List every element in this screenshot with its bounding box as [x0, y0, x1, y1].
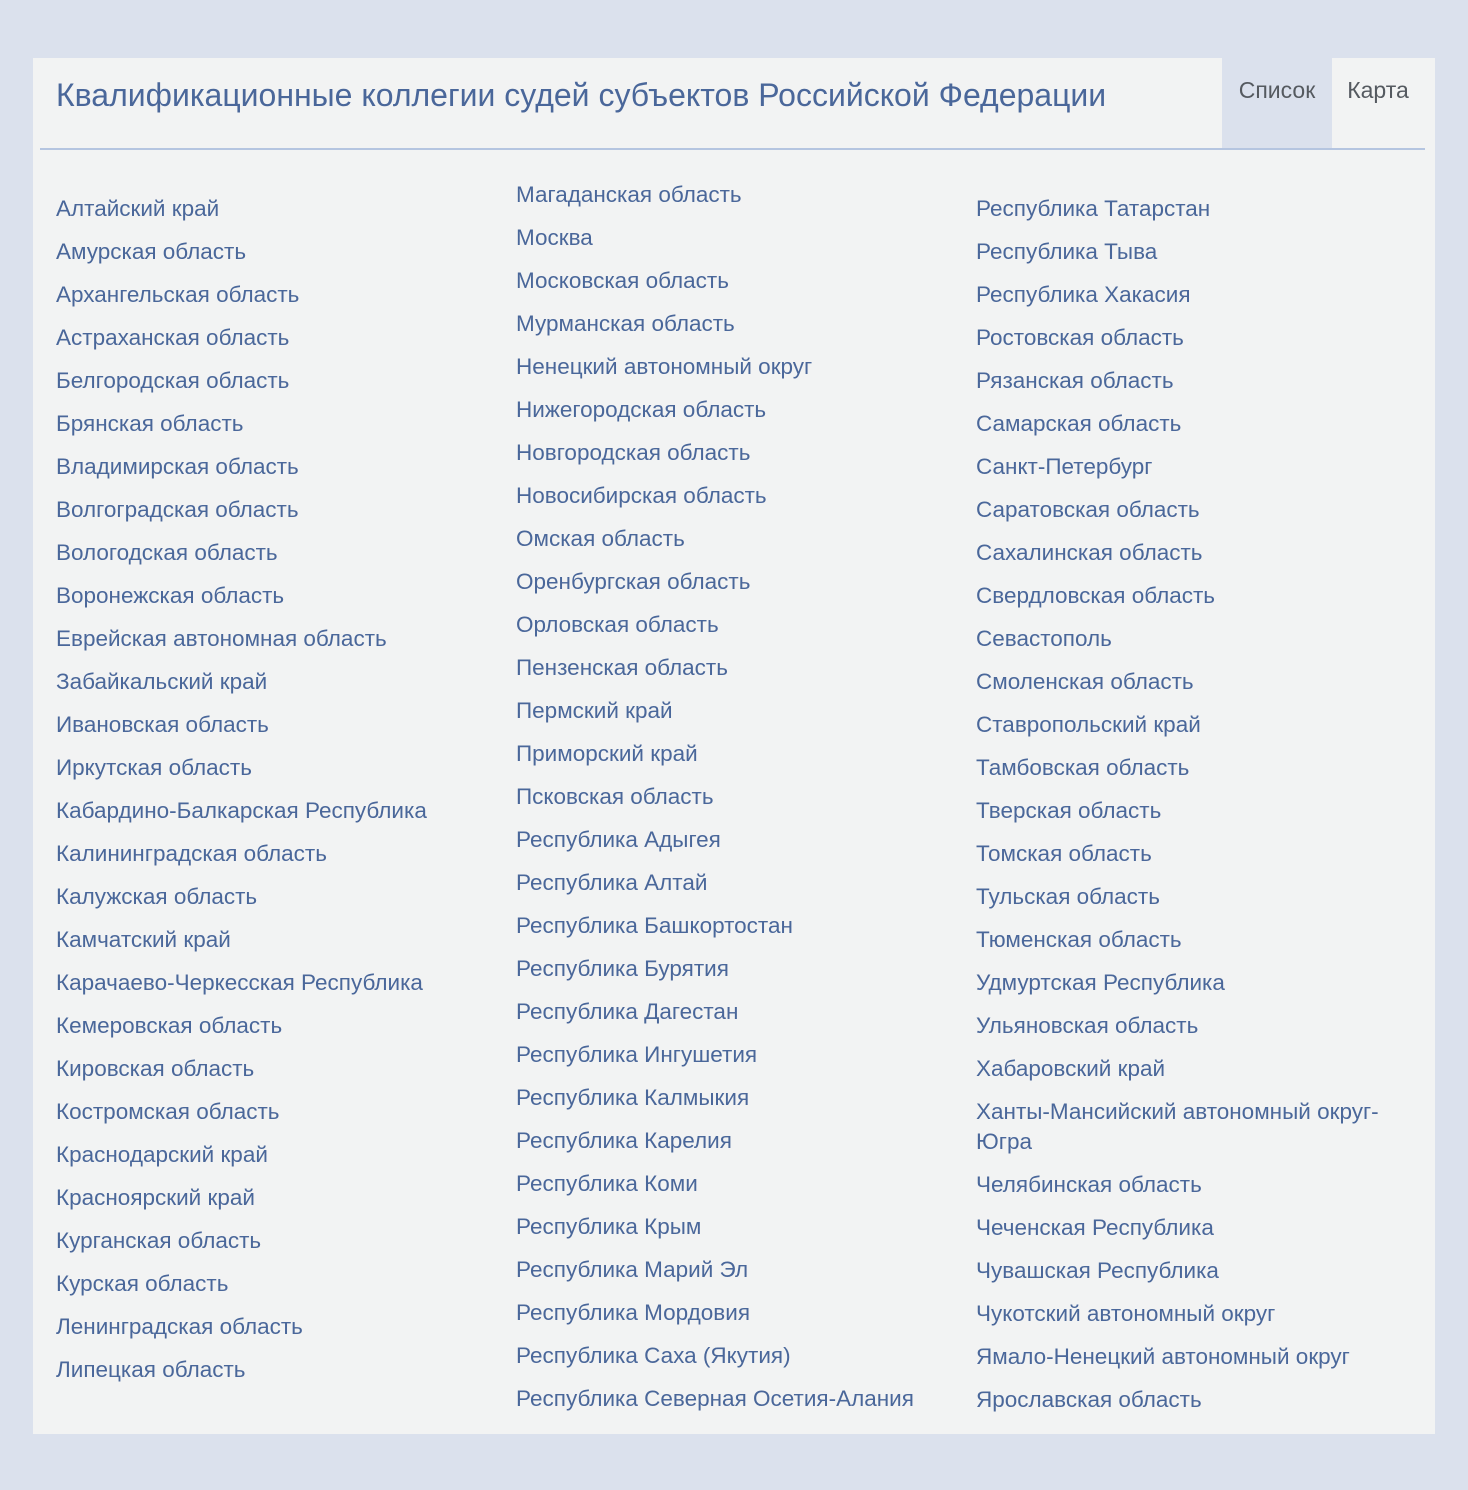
- header: [33, 58, 1435, 148]
- region-column-2: [516, 180, 956, 1427]
- region-link[interactable]: Краснодарский край: [56, 1142, 268, 1167]
- region-link[interactable]: Республика Татарстан: [976, 196, 1211, 221]
- region-link[interactable]: Белгородская область: [56, 368, 290, 393]
- region-link[interactable]: Республика Хакасия: [976, 282, 1191, 307]
- region-link[interactable]: Томская область: [976, 841, 1152, 866]
- region-link[interactable]: Чувашская Республика: [976, 1258, 1219, 1283]
- region-link[interactable]: Оренбургская область: [516, 569, 751, 594]
- region-link[interactable]: Чеченская Республика: [976, 1215, 1214, 1240]
- region-link[interactable]: Ростовская область: [976, 325, 1184, 350]
- region-link[interactable]: Республика Крым: [516, 1214, 702, 1239]
- region-link[interactable]: Кемеровская область: [56, 1013, 283, 1038]
- tab-list[interactable]: Список: [1222, 58, 1332, 148]
- region-link[interactable]: Республика Дагестан: [516, 999, 739, 1024]
- region-link[interactable]: Ульяновская область: [976, 1013, 1199, 1038]
- region-link[interactable]: Брянская область: [56, 411, 244, 436]
- region-link[interactable]: Республика Марий Эл: [516, 1257, 749, 1282]
- region-link[interactable]: Омская область: [516, 526, 685, 551]
- region-link[interactable]: Республика Карелия: [516, 1128, 732, 1153]
- region-link[interactable]: Мурманская область: [516, 311, 735, 336]
- region-link[interactable]: Алтайский край: [56, 196, 220, 221]
- tab-map[interactable]: Карта: [1347, 77, 1409, 103]
- region-link[interactable]: Тверская область: [976, 798, 1162, 823]
- region-link[interactable]: Республика Мордовия: [516, 1300, 750, 1325]
- region-link[interactable]: Курганская область: [56, 1228, 262, 1253]
- region-link[interactable]: Ставропольский край: [976, 712, 1201, 737]
- region-link[interactable]: Магаданская область: [516, 182, 742, 207]
- region-link[interactable]: Вологодская область: [56, 540, 278, 565]
- region-link[interactable]: Липецкая область: [56, 1357, 246, 1382]
- region-link[interactable]: Севастополь: [976, 626, 1112, 651]
- region-link[interactable]: Удмуртская Республика: [976, 970, 1225, 995]
- region-column-1: [56, 194, 496, 1398]
- region-link[interactable]: Новосибирская область: [516, 483, 767, 508]
- region-link[interactable]: Калужская область: [56, 884, 258, 909]
- region-link[interactable]: Архангельская область: [56, 282, 300, 307]
- region-link[interactable]: Тульская область: [976, 884, 1160, 909]
- region-link[interactable]: Ярославская область: [976, 1387, 1202, 1412]
- region-link[interactable]: Рязанская область: [976, 368, 1174, 393]
- region-link[interactable]: Камчатский край: [56, 927, 231, 952]
- region-link[interactable]: Республика Алтай: [516, 870, 708, 895]
- region-link[interactable]: Калининградская область: [56, 841, 327, 866]
- region-link[interactable]: Республика Калмыкия: [516, 1085, 750, 1110]
- region-link[interactable]: Амурская область: [56, 239, 247, 264]
- region-link[interactable]: Республика Саха (Якутия): [516, 1343, 791, 1368]
- region-link[interactable]: Ханты-Мансийский автономный округ-Югра: [976, 1099, 1379, 1154]
- region-link[interactable]: Костромская область: [56, 1099, 280, 1124]
- region-link[interactable]: Республика Бурятия: [516, 956, 729, 981]
- region-link[interactable]: Республика Башкортостан: [516, 913, 793, 938]
- region-link[interactable]: Хабаровский край: [976, 1056, 1166, 1081]
- region-link[interactable]: Новгородская область: [516, 440, 751, 465]
- region-link[interactable]: Красноярский край: [56, 1185, 255, 1210]
- region-link[interactable]: Саратовская область: [976, 497, 1200, 522]
- region-link[interactable]: Псковская область: [516, 784, 714, 809]
- region-link[interactable]: Владимирская область: [56, 454, 299, 479]
- region-link[interactable]: Тюменская область: [976, 927, 1182, 952]
- region-link[interactable]: Смоленская область: [976, 669, 1194, 694]
- region-link[interactable]: Кабардино-Балкарская Республика: [56, 798, 427, 823]
- region-link[interactable]: Тамбовская область: [976, 755, 1190, 780]
- main-panel: [33, 58, 1435, 1434]
- region-link[interactable]: Иркутская область: [56, 755, 252, 780]
- region-link[interactable]: Волгоградская область: [56, 497, 299, 522]
- region-link[interactable]: Чукотский автономный округ: [976, 1301, 1276, 1326]
- region-link[interactable]: Курская область: [56, 1271, 229, 1296]
- region-link[interactable]: Пермский край: [516, 698, 673, 723]
- region-link[interactable]: Московская область: [516, 268, 729, 293]
- region-link[interactable]: Свердловская область: [976, 583, 1216, 608]
- header-divider: [40, 148, 1425, 150]
- region-link[interactable]: Республика Адыгея: [516, 827, 721, 852]
- region-link[interactable]: Карачаево-Черкесская Республика: [56, 970, 423, 995]
- region-link[interactable]: Республика Ингушетия: [516, 1042, 758, 1067]
- region-link[interactable]: Санкт-Петербург: [976, 454, 1153, 479]
- region-column-3: [976, 194, 1416, 1428]
- region-link[interactable]: Сахалинская область: [976, 540, 1203, 565]
- page-title: Квалификационные коллегии судей субъектов Российской Федерации: [56, 77, 1107, 113]
- region-link[interactable]: Астраханская область: [56, 325, 290, 350]
- region-link[interactable]: Республика Тыва: [976, 239, 1158, 264]
- region-link[interactable]: Орловская область: [516, 612, 719, 637]
- region-link[interactable]: Ямало-Ненецкий автономный округ: [976, 1344, 1350, 1369]
- region-link[interactable]: Республика Коми: [516, 1171, 698, 1196]
- region-link[interactable]: Воронежская область: [56, 583, 285, 608]
- region-link[interactable]: Челябинская область: [976, 1172, 1202, 1197]
- region-link[interactable]: Ленинградская область: [56, 1314, 303, 1339]
- region-link[interactable]: Приморский край: [516, 741, 698, 766]
- region-link[interactable]: Еврейская автономная область: [56, 626, 387, 651]
- region-link[interactable]: Ненецкий автономный округ: [516, 354, 813, 379]
- region-link[interactable]: Забайкальский край: [56, 669, 268, 694]
- region-link[interactable]: Самарская область: [976, 411, 1182, 436]
- region-link[interactable]: Ивановская область: [56, 712, 269, 737]
- region-link[interactable]: Пензенская область: [516, 655, 728, 680]
- region-link[interactable]: Кировская область: [56, 1056, 255, 1081]
- region-link[interactable]: Нижегородская область: [516, 397, 767, 422]
- region-link[interactable]: Республика Северная Осетия-Алания: [516, 1386, 914, 1411]
- region-link[interactable]: Москва: [516, 225, 593, 250]
